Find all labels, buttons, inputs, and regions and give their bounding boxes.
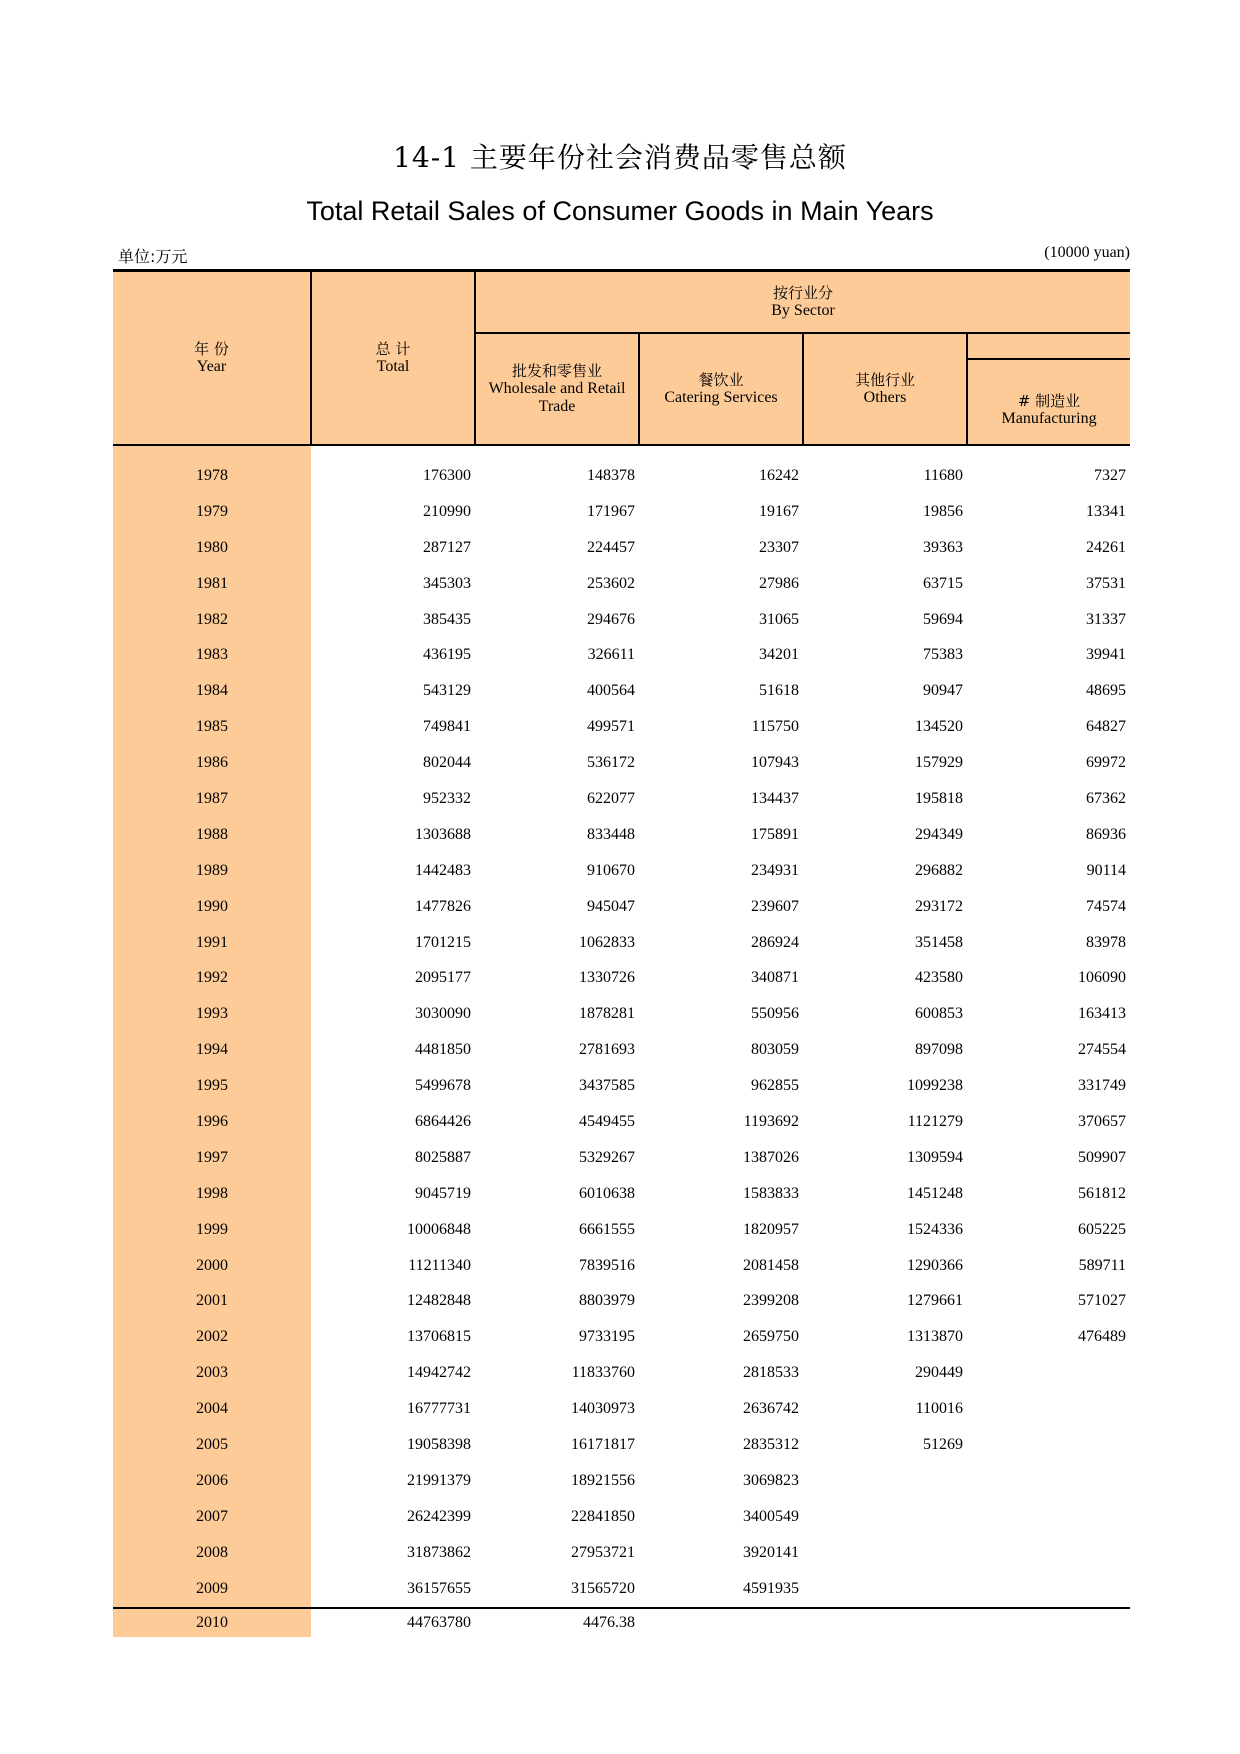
header-year	[113, 271, 311, 446]
cell-total: 8025887	[415, 1148, 471, 1166]
cell-year: 1992	[113, 960, 311, 996]
cell-manufacturing	[967, 1391, 1130, 1427]
header-manufacturing-en: Manufacturing	[1001, 410, 1097, 427]
table-row	[113, 745, 1130, 781]
table-row	[113, 458, 1130, 494]
cell-wholesale-retail: 8803979	[579, 1292, 635, 1310]
table-row	[113, 530, 1130, 566]
table-row	[113, 1068, 1130, 1104]
table-row	[113, 673, 1130, 709]
cell-total: 10006848	[407, 1220, 471, 1238]
cell-catering: 27986	[759, 574, 799, 592]
cell-year: 2002	[113, 1319, 311, 1355]
cell-year: 2005	[113, 1427, 311, 1463]
cell-others	[803, 1571, 967, 1608]
cell-others: 1524336	[907, 1220, 963, 1238]
table-row	[113, 1571, 1130, 1608]
cell-catering: 34201	[759, 646, 799, 664]
table-row	[113, 1391, 1130, 1427]
cell-others: 1099238	[907, 1077, 963, 1095]
table-row	[113, 925, 1130, 961]
cell-total: 1303688	[415, 825, 471, 843]
cell-total: 345303	[423, 574, 471, 592]
cell-others	[803, 1463, 967, 1499]
cell-others: 1451248	[907, 1184, 963, 1202]
cell-others: 1121279	[907, 1112, 963, 1130]
cell-others: 293172	[915, 897, 963, 915]
header-year-en: Year	[196, 358, 227, 375]
cell-total: 31873862	[407, 1543, 471, 1561]
table-row	[113, 1104, 1130, 1140]
cell-year: 1982	[113, 602, 311, 638]
cell-total: 176300	[423, 466, 471, 484]
cell-year: 1980	[113, 530, 311, 566]
cell-catering: 3400549	[743, 1507, 799, 1525]
cell-year: 2000	[113, 1248, 311, 1284]
cell-total: 436195	[423, 646, 471, 664]
table-spacer-row	[113, 445, 1130, 458]
cell-year: 1978	[113, 458, 311, 494]
cell-year: 2010	[113, 1608, 311, 1637]
cell-year: 1989	[113, 853, 311, 889]
cell-catering: 2081458	[743, 1256, 799, 1274]
cell-others: 75383	[923, 646, 963, 664]
cell-year: 1993	[113, 996, 311, 1032]
cell-wholesale-retail: 499571	[587, 718, 635, 736]
header-catering-cn: 餐饮业	[698, 371, 744, 389]
cell-others: 19856	[923, 502, 963, 520]
cell-catering: 234931	[751, 861, 799, 879]
cell-wholesale-retail: 31565720	[571, 1579, 635, 1597]
cell-year: 1995	[113, 1068, 311, 1104]
cell-catering: 286924	[751, 933, 799, 951]
cell-manufacturing: 370657	[1078, 1112, 1127, 1130]
cell-manufacturing: 83978	[1086, 933, 1127, 951]
cell-year: 2003	[113, 1355, 311, 1391]
cell-total: 2095177	[415, 969, 471, 987]
header-others-cn: 其他行业	[854, 371, 915, 389]
table-row	[113, 817, 1130, 853]
cell-manufacturing: 571027	[1078, 1292, 1127, 1310]
cell-catering: 803059	[751, 1041, 799, 1059]
cell-year: 2008	[113, 1535, 311, 1571]
cell-catering: 340871	[751, 969, 799, 987]
cell-manufacturing	[967, 1463, 1130, 1499]
cell-others: 63715	[923, 574, 963, 592]
cell-catering: 1583833	[743, 1184, 799, 1202]
cell-others: 296882	[915, 861, 963, 879]
cell-wholesale-retail: 4476.38	[475, 1608, 639, 1637]
cell-others: 1279661	[907, 1292, 963, 1310]
cell-others: 39363	[923, 538, 963, 556]
cell-wholesale-retail: 253602	[587, 574, 635, 592]
cell-manufacturing	[967, 1608, 1130, 1637]
cell-others: 90947	[923, 682, 963, 700]
cell-wholesale-retail: 945047	[587, 897, 635, 915]
cell-wholesale-retail: 9733195	[579, 1328, 635, 1346]
table-row	[113, 1535, 1130, 1571]
table-row	[113, 602, 1130, 638]
cell-year: 2004	[113, 1391, 311, 1427]
cell-catering: 2399208	[743, 1292, 799, 1310]
cell-manufacturing: 90114	[1086, 861, 1127, 879]
table-row	[113, 637, 1130, 673]
cell-year: 1981	[113, 566, 311, 602]
cell-manufacturing: 509907	[1078, 1148, 1127, 1166]
cell-total: 12482848	[407, 1292, 471, 1310]
cell-wholesale-retail: 3437585	[579, 1077, 635, 1095]
cell-wholesale-retail: 833448	[587, 825, 635, 843]
cell-year: 1985	[113, 709, 311, 745]
cell-wholesale-retail: 4549455	[579, 1112, 635, 1130]
cell-others	[803, 1535, 967, 1571]
cell-year: 1990	[113, 889, 311, 925]
table-row	[113, 566, 1130, 602]
cell-total: 802044	[423, 754, 471, 772]
cell-wholesale-retail: 7839516	[579, 1256, 635, 1274]
cell-wholesale-retail: 171967	[587, 502, 635, 520]
cell-catering: 4591935	[743, 1579, 799, 1597]
table-row	[113, 1427, 1130, 1463]
cell-manufacturing: 48695	[1086, 682, 1127, 700]
cell-manufacturing: 476489	[1078, 1328, 1127, 1346]
header-manufacturing	[967, 333, 1130, 445]
cell-others: 290449	[915, 1364, 963, 1382]
table-header	[113, 271, 1130, 446]
cell-wholesale-retail: 294676	[587, 610, 635, 628]
cell-catering: 2818533	[743, 1364, 799, 1382]
cell-total: 36157655	[407, 1579, 471, 1597]
cell-catering: 3069823	[743, 1471, 799, 1489]
cell-year: 1994	[113, 1032, 311, 1068]
retail-sales-table-container	[113, 269, 1130, 1637]
table-row	[113, 1463, 1130, 1499]
cell-wholesale-retail: 1330726	[579, 969, 635, 987]
cell-others: 51269	[923, 1435, 963, 1453]
cell-manufacturing: 74574	[1086, 897, 1127, 915]
manufacturing-divider	[967, 358, 1130, 360]
cell-total: 543129	[423, 682, 471, 700]
cell-year: 1988	[113, 817, 311, 853]
cell-catering	[639, 1608, 803, 1637]
cell-manufacturing: 13341	[1086, 502, 1127, 520]
header-total	[311, 271, 475, 446]
cell-manufacturing: 37531	[1086, 574, 1127, 592]
table-row	[113, 889, 1130, 925]
cell-catering: 962855	[751, 1077, 799, 1095]
table-row	[113, 1176, 1130, 1212]
cell-year: 1979	[113, 494, 311, 530]
cell-wholesale-retail: 148378	[587, 466, 635, 484]
cell-wholesale-retail: 326611	[587, 646, 635, 664]
cell-wholesale-retail: 536172	[587, 754, 635, 772]
cell-year: 2009	[113, 1571, 311, 1608]
unit-label-en: (10000 yuan)	[1044, 244, 1130, 261]
cell-catering: 2659750	[743, 1328, 799, 1346]
cell-others: 897098	[915, 1041, 963, 1059]
cell-catering: 23307	[759, 538, 799, 556]
cell-catering: 2835312	[743, 1435, 799, 1453]
cell-total: 6864426	[415, 1112, 471, 1130]
cell-manufacturing: 7327	[1094, 466, 1127, 484]
cell-year: 1991	[113, 925, 311, 961]
cell-wholesale-retail: 16171817	[571, 1435, 635, 1453]
table-body	[113, 445, 1130, 1637]
cell-manufacturing	[967, 1535, 1130, 1571]
cell-total: 1701215	[415, 933, 471, 951]
cell-wholesale-retail: 11833760	[571, 1364, 635, 1382]
page-title-cn: 14-1 主要年份社会消费品零售总额	[393, 141, 847, 174]
cell-total: 11211340	[408, 1256, 471, 1274]
cell-total: 44763780	[311, 1608, 475, 1637]
cell-manufacturing: 589711	[1078, 1256, 1127, 1274]
header-sector-en: By Sector	[771, 302, 835, 319]
cell-total: 952332	[423, 789, 471, 807]
cell-others	[803, 1499, 967, 1535]
cell-others: 110016	[915, 1400, 963, 1418]
cell-total: 13706815	[407, 1328, 471, 1346]
cell-wholesale-retail: 6010638	[579, 1184, 635, 1202]
table-row	[113, 1212, 1130, 1248]
cell-total: 1477826	[415, 897, 471, 915]
header-wholesale-retail	[475, 333, 639, 445]
cell-total: 16777731	[407, 1400, 471, 1418]
cell-catering: 2636742	[743, 1400, 799, 1418]
cell-others: 157929	[915, 754, 963, 772]
table-row	[113, 1608, 1130, 1637]
cell-manufacturing: 561812	[1078, 1184, 1127, 1202]
cell-catering: 31065	[759, 610, 799, 628]
cell-year: 1983	[113, 637, 311, 673]
cell-wholesale-retail: 5329267	[579, 1148, 635, 1166]
cell-catering: 1820957	[743, 1220, 799, 1238]
cell-others: 294349	[915, 825, 963, 843]
cell-total: 26242399	[407, 1507, 471, 1525]
cell-others: 423580	[915, 969, 963, 987]
cell-wholesale-retail: 18921556	[571, 1471, 635, 1489]
cell-year: 1999	[113, 1212, 311, 1248]
cell-catering: 1193692	[743, 1112, 799, 1130]
unit-label-cn: 单位:万元	[118, 247, 188, 266]
table-row	[113, 709, 1130, 745]
cell-others	[803, 1608, 967, 1637]
cell-others: 1309594	[907, 1148, 963, 1166]
header-others-en: Others	[863, 389, 907, 406]
cell-manufacturing: 163413	[1078, 1005, 1127, 1023]
cell-total: 287127	[423, 538, 471, 556]
cell-total: 5499678	[415, 1077, 471, 1095]
header-catering-en: Catering Services	[664, 389, 778, 406]
cell-manufacturing	[967, 1499, 1130, 1535]
cell-year: 1986	[113, 745, 311, 781]
table-row	[113, 494, 1130, 530]
cell-year: 2007	[113, 1499, 311, 1535]
cell-catering: 16242	[759, 466, 799, 484]
cell-year: 2001	[113, 1283, 311, 1319]
cell-total: 3030090	[415, 1005, 471, 1023]
table-row	[113, 1248, 1130, 1284]
table-row	[113, 1319, 1130, 1355]
cell-catering: 239607	[751, 897, 799, 915]
table-row	[113, 853, 1130, 889]
cell-others: 351458	[915, 933, 963, 951]
cell-wholesale-retail: 14030973	[571, 1400, 635, 1418]
cell-catering: 3920141	[743, 1543, 799, 1561]
cell-others: 59694	[923, 610, 963, 628]
cell-catering: 550956	[751, 1005, 799, 1023]
cell-manufacturing	[967, 1427, 1130, 1463]
cell-manufacturing: 67362	[1086, 789, 1127, 807]
table-row	[113, 996, 1130, 1032]
header-total-cn: 总 计	[375, 340, 411, 358]
cell-manufacturing	[967, 1355, 1130, 1391]
cell-total: 385435	[423, 610, 471, 628]
cell-year: 1984	[113, 673, 311, 709]
cell-year: 1998	[113, 1176, 311, 1212]
header-others	[803, 333, 967, 445]
cell-manufacturing: 31337	[1086, 610, 1127, 628]
table-row	[113, 1283, 1130, 1319]
cell-wholesale-retail: 400564	[587, 682, 635, 700]
cell-total: 210990	[423, 502, 471, 520]
header-year-cn: 年 份	[194, 340, 229, 358]
cell-catering: 134437	[751, 789, 799, 807]
header-manufacturing-cn: # 制造业	[1017, 392, 1081, 410]
cell-total: 19058398	[407, 1435, 471, 1453]
cell-wholesale-retail: 910670	[587, 861, 635, 879]
cell-manufacturing: 86936	[1086, 825, 1127, 843]
cell-manufacturing: 69972	[1086, 754, 1127, 772]
cell-year: 2006	[113, 1463, 311, 1499]
cell-manufacturing: 605225	[1078, 1220, 1127, 1238]
table-row	[113, 1140, 1130, 1176]
cell-wholesale-retail: 2781693	[579, 1041, 635, 1059]
cell-manufacturing: 274554	[1078, 1041, 1127, 1059]
retail-sales-table	[113, 269, 1130, 1637]
table-row	[113, 1355, 1130, 1391]
cell-others: 1290366	[907, 1256, 963, 1274]
cell-total: 9045719	[415, 1184, 471, 1202]
cell-wholesale-retail: 1062833	[579, 933, 635, 951]
cell-wholesale-retail: 22841850	[571, 1507, 635, 1525]
cell-wholesale-retail: 224457	[587, 538, 635, 556]
header-catering	[639, 333, 803, 445]
page-title-en: Total Retail Sales of Consumer Goods in Main Years	[306, 196, 934, 226]
header-wholesale-cn: 批发和零售业	[511, 362, 602, 380]
cell-year: 1996	[113, 1104, 311, 1140]
cell-manufacturing: 64827	[1086, 718, 1127, 736]
cell-catering: 175891	[751, 825, 799, 843]
cell-catering: 51618	[759, 682, 799, 700]
cell-total: 14942742	[407, 1364, 471, 1382]
table-row	[113, 781, 1130, 817]
cell-wholesale-retail: 27953721	[571, 1543, 635, 1561]
cell-manufacturing	[967, 1571, 1130, 1608]
table-row	[113, 1032, 1130, 1068]
cell-catering: 1387026	[743, 1148, 799, 1166]
cell-wholesale-retail: 1878281	[579, 1005, 635, 1023]
cell-total: 21991379	[407, 1471, 471, 1489]
cell-total: 749841	[423, 718, 471, 736]
cell-others: 600853	[915, 1005, 963, 1023]
cell-catering: 115750	[751, 718, 799, 736]
cell-others: 195818	[915, 789, 963, 807]
table-row	[113, 960, 1130, 996]
header-total-en: Total	[376, 358, 410, 375]
cell-wholesale-retail: 622077	[587, 789, 635, 807]
cell-manufacturing: 39941	[1086, 646, 1127, 664]
cell-year: 1987	[113, 781, 311, 817]
cell-manufacturing: 24261	[1086, 538, 1127, 556]
header-sector-cn: 按行业分	[773, 284, 834, 302]
cell-others: 1313870	[907, 1328, 963, 1346]
table-row	[113, 1499, 1130, 1535]
cell-others: 11680	[923, 466, 963, 484]
cell-catering: 107943	[751, 754, 799, 772]
cell-year: 1997	[113, 1140, 311, 1176]
header-by-sector	[475, 271, 1130, 334]
cell-catering: 19167	[759, 502, 799, 520]
cell-others: 134520	[915, 718, 963, 736]
cell-manufacturing: 106090	[1078, 969, 1127, 987]
cell-wholesale-retail: 6661555	[579, 1220, 635, 1238]
cell-manufacturing: 331749	[1078, 1077, 1127, 1095]
header-wholesale-en: Wholesale and Retail Trade	[488, 380, 626, 415]
cell-total: 1442483	[415, 861, 471, 879]
cell-total: 4481850	[415, 1041, 471, 1059]
